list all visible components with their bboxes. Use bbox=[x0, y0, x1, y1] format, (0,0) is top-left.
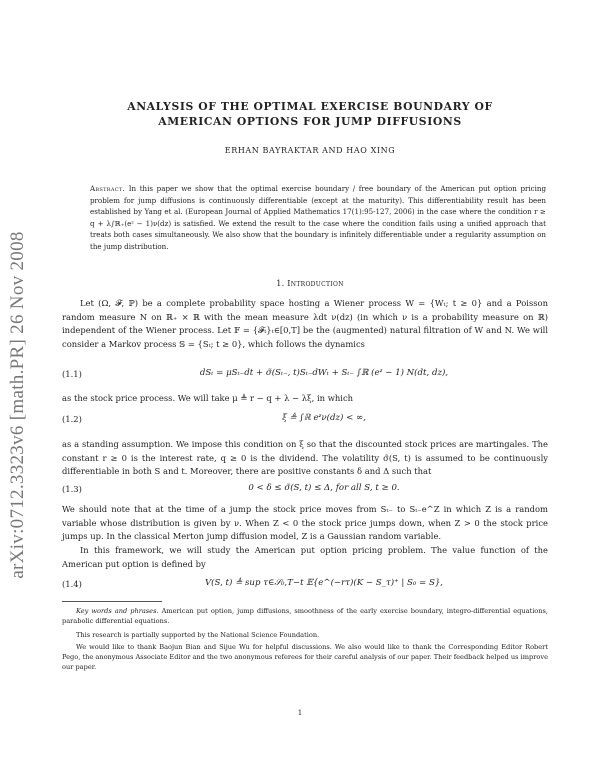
paragraph-1: Let (Ω, 𝓕, ℙ) be a complete probability space hosting a Wiener process W = {Wₜ; t ≥ 0} and a Poisson random measure N on ℝ₊ × ℝ with the mean measure λdt ν(dz) (in which ν is a probability measure on ℝ) independent of the Wiener process. Let 𝔽 = {𝓕ₜ}ₜ∈[0,T] be the (augmented) natural filtration of W and N. We will consider a Markov process 𝕊 = {Sₜ; t ≥ 0}, which follows the dynamics bbox=[62, 298, 548, 349]
paragraph-2: as the stock price process. We will take μ ≜ r − q + λ − λξ, in which bbox=[62, 393, 354, 403]
footnote-acknowledgements: We would like to thank Baojun Bian and Sijue Wu for helpful discussions. We also would like to thank the Corresponding Editor Robert Pego, the anonymous Associate Editor and the two anonymous referees for their careful analysis of our paper. Their feedback helped us improve our paper. bbox=[62, 643, 548, 671]
footnote-keywords-text: American put option, jump diffusions, smoothness of the early exercise boundary, integro-differential equations, parabolic differential equations. bbox=[62, 607, 549, 625]
footnote-rule bbox=[62, 601, 162, 602]
title-line-1: ANALYSIS OF THE OPTIMAL EXERCISE BOUNDARY OF bbox=[127, 100, 493, 113]
paragraph-5: In this framework, we will study the American put option pricing problem. The value function of the American put option is defined by bbox=[62, 545, 548, 569]
equation-number-2: (1.2) bbox=[62, 414, 82, 424]
equation-number-4: (1.4) bbox=[62, 579, 82, 589]
abstract-text: In this paper we show that the optimal exercise boundary / free boundary of the American put option pricing problem for jump diffusions is continuously differentiable (except at the maturity). This differentiability result has been established by Yang et al. (European Journal of Applied Mathematics 17(1):95-127, 2006) in the case where the condition r ≥ q + λ∫ℝ₊(eᶻ − 1)ν(dz) is satisfied. We extend the result to the case where the condition fails using a unified approach that treats both cases simultaneously. We also show that the boundary is infinitely differentiable under a regularity assumption on the jump distribution. bbox=[90, 184, 546, 251]
section-heading-text: 1. Introduction bbox=[276, 279, 344, 288]
section-heading bbox=[110, 279, 510, 288]
equation-number-3: (1.3) bbox=[62, 484, 82, 494]
abstract-label: Abstract. bbox=[90, 184, 126, 193]
abstract bbox=[90, 183, 546, 253]
authors: ERHAN BAYRAKTAR AND HAO XING bbox=[224, 146, 396, 155]
paragraph-3: as a standing assumption. We impose this condition on ξ so that the discounted stock prices are martingales. The constant r ≥ 0 is the interest rate, q ≥ 0 is the dividend. The volatility σ̃(S, t) is assumed to be continuously differentiable in both S and t. Moreover, there are positive constants δ and Δ such that bbox=[62, 439, 548, 477]
page-number: 1 bbox=[297, 709, 303, 717]
arxiv-stamp bbox=[7, 210, 29, 600]
footnote-keywords bbox=[62, 606, 548, 626]
paper-title bbox=[110, 99, 510, 129]
equation-1: dSₜ = μSₜ₋dt + σ̃(Sₜ₋, t)Sₜ₋dWₜ + Sₜ₋ ∫ℝ (eᶻ − 1) N(dt, dz), bbox=[199, 368, 449, 378]
footnote-keywords-label: Key words and phrases. bbox=[76, 607, 159, 615]
equation-3: 0 < δ ≤ σ̃(S, t) ≤ Δ, for all S, t ≥ 0. bbox=[248, 483, 400, 493]
title-line-2: AMERICAN OPTIONS FOR JUMP DIFFUSIONS bbox=[158, 115, 462, 128]
paragraph-4: We should note that at the time of a jump the stock price moves from Sₜ₋ to Sₜ₋e^Z in which Z is a random variable whose distribution is given by ν. When Z < 0 the stock price jumps down, when Z > 0 the stock price jumps up. In the classical Merton jump diffusion model, Z is a Gaussian random variable. bbox=[62, 504, 548, 542]
equation-4: V(S, t) ≜ sup τ∈𝒮₀,T−t 𝔼{e^(−rτ)(K − S_τ)⁺ | S₀ = S}, bbox=[204, 578, 444, 588]
equation-number-1: (1.1) bbox=[62, 369, 82, 379]
footnote-funding: This research is partially supported by the National Science Foundation. bbox=[76, 631, 320, 639]
arxiv-stamp-text: arXiv:0712.3323v6 [math.PR] 26 Nov 2008 bbox=[7, 231, 28, 579]
equation-2: ξ ≜ ∫ℝ eᶻν(dz) < ∞, bbox=[282, 413, 366, 423]
